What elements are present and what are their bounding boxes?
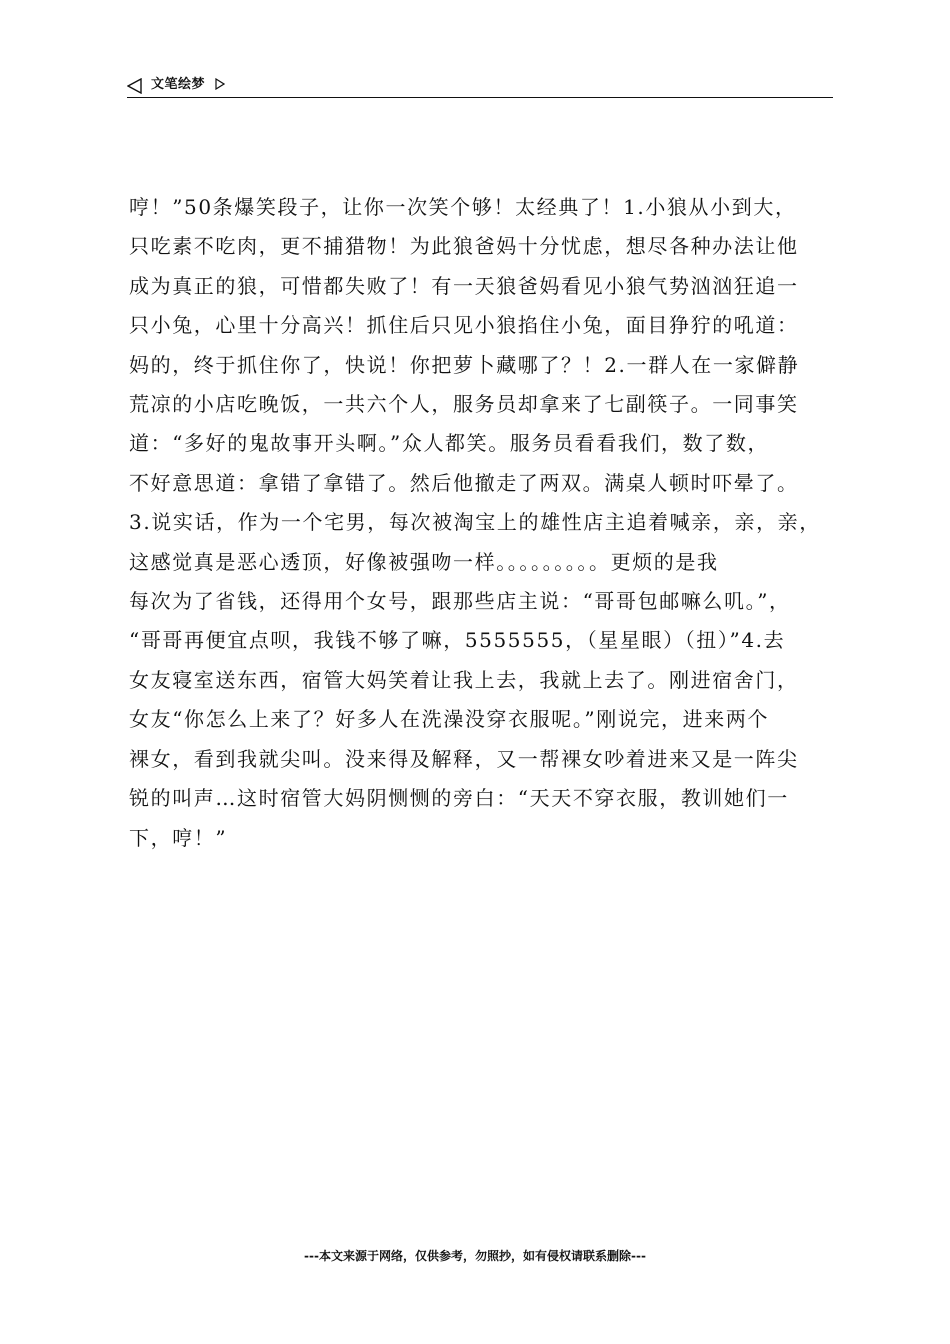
header-divider <box>127 97 833 98</box>
triangle-right-icon <box>215 78 225 90</box>
header-title: 文笔绘梦 <box>151 77 206 92</box>
triangle-left-icon <box>127 78 143 94</box>
body-paragraph: 哼！”50条爆笑段子，让你一次笑个够！太经典了！1.小狼从小到大， 只吃素不吃肉，更不捕猎物！为此狼爸妈十分忧虑，想尽各种办法让他 成为真正的狼，可惜都失败了！有一天狼爸妈看见小狼气势汹汹狂追一 只小兔，心里十分高兴！抓住后只见小狼掐住小兔，面目狰狞的吼道： 妈的，终于抓住你了，快说！你把萝卜藏哪了？！2.一群人在一家僻静 荒凉的小店吃晚饭，一共六个人，服务员却拿来了七副筷子。一同事笑 道：“多好的鬼故事开头啊。”众人都笑。服务员看看我们，数了数， 不好意思道：拿错了拿错了。然后他撤走了两双。满桌人顿时吓晕了。 3.说实话，作为一个宅男，每次被淘宝上的雄性店主追着喊亲，亲，亲， 这感觉真是恶心透顶，好像被强吻一样。。。。。。。。。更烦的是我 每次为了省钱，还得用个女号，跟那些店主说：“哥哥包邮嘛么叽。”， “哥哥再便宜点呗，我钱不够了嘛，5555555，（星星眼）（扭）”4.去 女友寝室送东西，宿管大妈笑着让我上去，我就上去了。刚进宿舍门， 女友“你怎么上来了？好多人在洗澡没穿衣服呢。”刚说完，进来两个 裸女，看到我就尖叫。没来得及解释，又一帮裸女吵着进来又是一阵尖 锐的叫声…这时宿管大妈阴恻恻的旁白：“天天不穿衣服，教训她们一 下，哼！” <box>129 195 821 850</box>
footer-disclaimer: ---本文来源于网络，仅供参考，勿照抄，如有侵权请联系删除--- <box>304 1249 646 1263</box>
page-header <box>127 74 833 98</box>
